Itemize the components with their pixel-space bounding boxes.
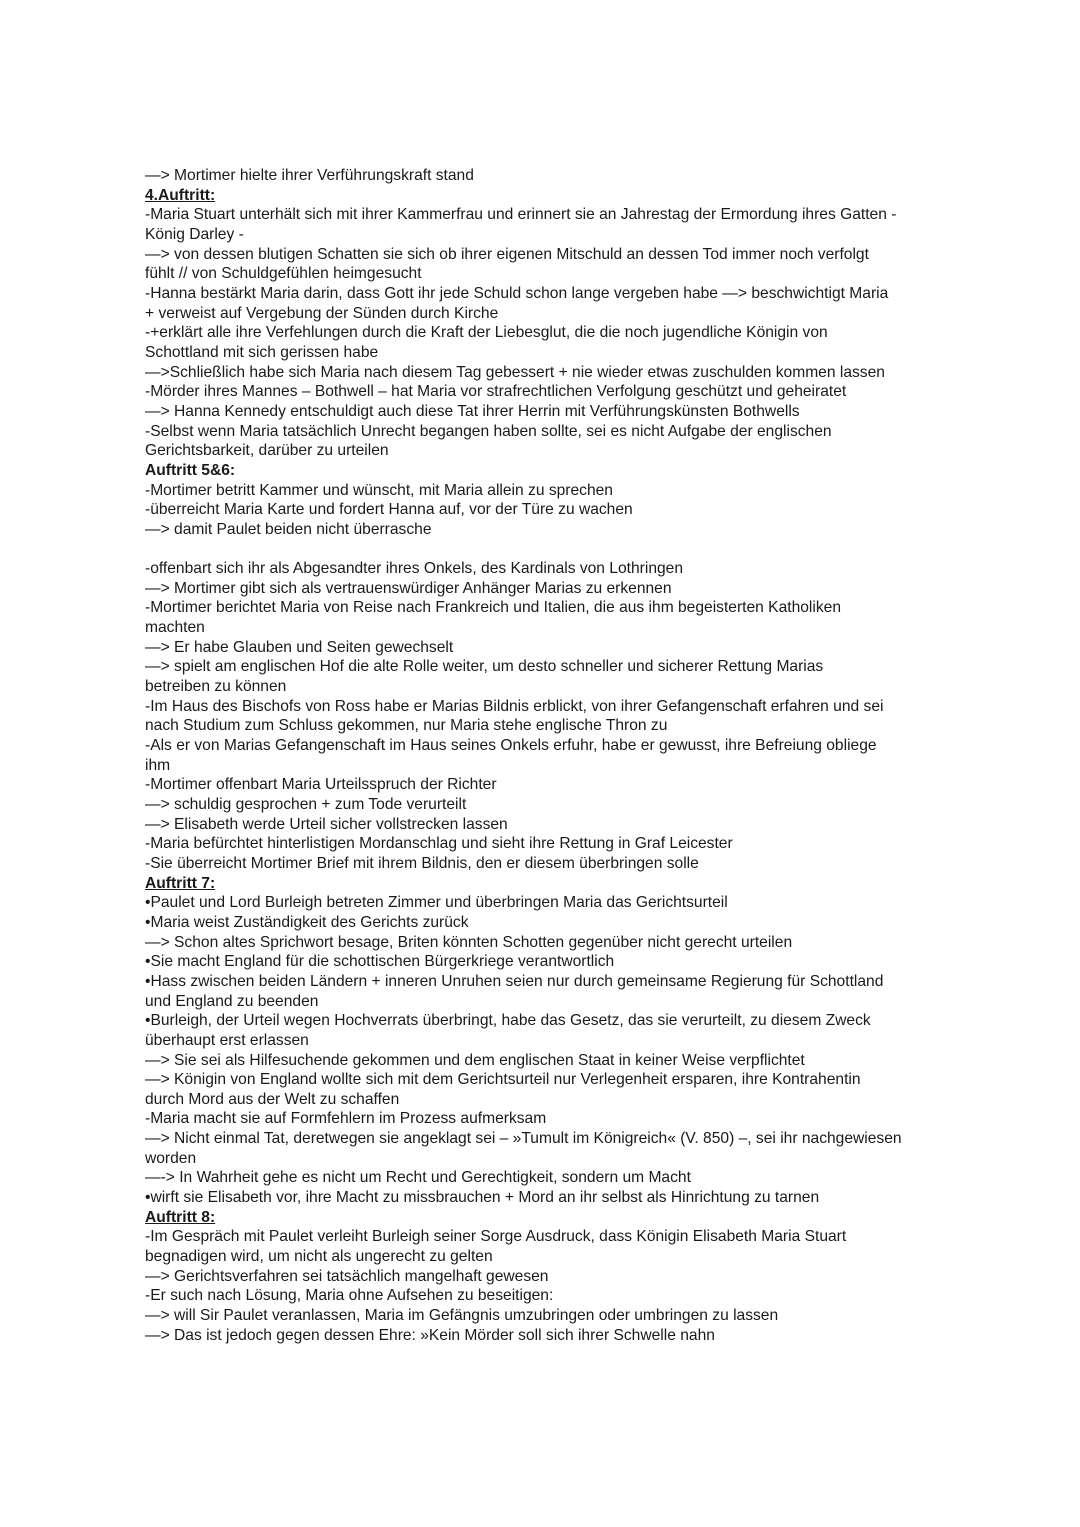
text-line: •wirft sie Elisabeth vor, ihre Macht zu missbrauchen + Mord an ihr selbst als Hinrichtung zu tarnen: [145, 1189, 820, 1207]
text-line: —> Das ist jedoch gegen dessen Ehre: »Kein Mörder soll sich ihrer Schwelle nahn: [145, 1326, 715, 1344]
text-line: Schottland mit sich gerissen habe: [145, 343, 379, 361]
text-line: —>Schließlich habe sich Maria nach diesem Tag gebessert + nie wieder etwas zuschulden kommen lassen: [145, 363, 885, 381]
text-line: -Im Gespräch mit Paulet verleiht Burleigh seiner Sorge Ausdruck, dass Königin Elisabeth Maria Stuart: [145, 1228, 847, 1246]
text-line: und England zu beenden: [145, 992, 319, 1010]
section-heading: Auftritt 5&6:: [145, 461, 236, 479]
text-line: König Darley -: [145, 225, 244, 243]
text-line: -+erklärt alle ihre Verfehlungen durch die Kraft der Liebesglut, die die noch jugendliche Königin von: [145, 324, 828, 342]
text-line: -Im Haus des Bischofs von Ross habe er Marias Bildnis erblickt, von ihrer Gefangenschaft erfahren und sei: [145, 697, 884, 715]
text-line: •Burleigh, der Urteil wegen Hochverrats überbringt, habe das Gesetz, das sie verurteilt, zu diesem Zweck: [145, 1012, 871, 1030]
text-line: —> Elisabeth werde Urteil sicher vollstrecken lassen: [145, 815, 508, 833]
text-line: -Selbst wenn Maria tatsächlich Unrecht begangen haben sollte, sei es nicht Aufgabe der englischen: [145, 422, 832, 440]
text-line: -Maria Stuart unterhält sich mit ihrer Kammerfrau und erinnert sie an Jahrestag der Ermordung ihres Gatten -: [145, 206, 897, 224]
text-line: —> Er habe Glauben und Seiten gewechselt: [145, 638, 454, 656]
text-line: fühlt // von Schuldgefühlen heimgesucht: [145, 265, 422, 283]
text-line: —> von dessen blutigen Schatten sie sich ob ihrer eigenen Mitschuld an dessen Tod immer noch verfolgt: [145, 245, 869, 263]
text-line: betreiben zu können: [145, 678, 287, 696]
text-line: •Hass zwischen beiden Ländern + inneren Unruhen seien nur durch gemeinsame Regierung für Schottland: [145, 972, 884, 990]
text-line: -Hanna bestärkt Maria darin, dass Gott ihr jede Schuld schon lange vergeben habe —> beschwichtigt Maria: [145, 284, 889, 302]
text-line: -Sie überreicht Mortimer Brief mit ihrem Bildnis, den er diesem überbringen solle: [145, 854, 699, 872]
text-line: —> Sie sei als Hilfesuchende gekommen und dem englischen Staat in keiner Weise verpflichtet: [145, 1051, 805, 1069]
text-line: -offenbart sich ihr als Abgesandter ihres Onkels, des Kardinals von Lothringen: [145, 560, 684, 578]
text-line: -Als er von Marias Gefangenschaft im Haus seines Onkels erfuhr, habe er gewusst, ihre Befreiung obliege: [145, 737, 877, 755]
section-heading: Auftritt 7:: [145, 874, 216, 892]
text-line: -Mörder ihres Mannes – Bothwell – hat Maria vor strafrechtlichen Verfolgung geschützt und geheiratet: [145, 383, 847, 401]
text-line: worden: [145, 1149, 197, 1167]
section-heading: Auftritt 8:: [145, 1208, 216, 1226]
document-page: [145, 166, 945, 1345]
text-line: -Mortimer offenbart Maria Urteilsspruch der Richter: [145, 776, 497, 794]
text-line: —> Mortimer hielte ihrer Verführungskraft stand: [145, 167, 474, 184]
text-line: —> Gerichtsverfahren sei tatsächlich mangelhaft gewesen: [145, 1267, 549, 1285]
text-line: + verweist auf Vergebung der Sünden durch Kirche: [145, 304, 499, 322]
text-line: —> Schon altes Sprichwort besage, Briten könnten Schotten gegenüber nicht gerecht urteilen: [145, 933, 793, 951]
text-line: —> Königin von England wollte sich mit dem Gerichtsurteil nur Verlegenheit ersparen, ihre Kontrahentin: [145, 1071, 861, 1089]
text-line: —> will Sir Paulet veranlassen, Maria im Gefängnis umzubringen oder umbringen zu lassen: [145, 1307, 779, 1325]
section-heading: 4.Auftritt:: [145, 186, 216, 204]
text-line: —> spielt am englischen Hof die alte Rolle weiter, um desto schneller und sicherer Rettung Marias: [145, 658, 824, 676]
text-line: -Mortimer betritt Kammer und wünscht, mit Maria allein zu sprechen: [145, 481, 613, 499]
text-line: —> Nicht einmal Tat, deretwegen sie angeklagt sei – »Tumult im Königreich« (V. 850) –, sei ihr nachgewiesen: [145, 1130, 902, 1148]
text-line: —> schuldig gesprochen + zum Tode verurteilt: [145, 795, 467, 813]
text-line: durch Mord aus der Welt zu schaffen: [145, 1090, 400, 1108]
text-line: •Paulet und Lord Burleigh betreten Zimmer und überbringen Maria das Gerichtsurteil: [145, 894, 728, 912]
text-line: -Maria macht sie auf Formfehlern im Prozess aufmerksam: [145, 1110, 547, 1128]
text-line: —> damit Paulet beiden nicht überrasche: [145, 520, 432, 538]
text-line: —-> In Wahrheit gehe es nicht um Recht und Gerechtigkeit, sondern um Macht: [145, 1169, 691, 1187]
text-line: überhaupt erst erlassen: [145, 1031, 309, 1049]
text-line: begnadigen wird, um nicht als ungerecht zu gelten: [145, 1248, 493, 1266]
text-line: •Sie macht England für die schottischen Bürgerkriege verantwortlich: [145, 953, 615, 971]
text-line: •Maria weist Zuständigkeit des Gerichts zurück: [145, 913, 469, 931]
blank-line: [145, 539, 945, 559]
text-line: -Er such nach Lösung, Maria ohne Aufsehen zu beseitigen:: [145, 1287, 554, 1305]
text-line: ihm: [145, 756, 171, 774]
text-line: Gerichtsbarkeit, darüber zu urteilen: [145, 442, 389, 460]
text-line: —> Mortimer gibt sich als vertrauenswürdiger Anhänger Marias zu erkennen: [145, 579, 672, 597]
text-line: —> Hanna Kennedy entschuldigt auch diese Tat ihrer Herrin mit Verführungskünsten Bothwells: [145, 402, 800, 420]
text-line: nach Studium zum Schluss gekommen, nur Maria stehe englische Thron zu: [145, 717, 668, 735]
text-line: -Mortimer berichtet Maria von Reise nach Frankreich und Italien, die aus ihm begeisterten Katholiken: [145, 599, 841, 617]
text-line: -überreicht Maria Karte und fordert Hanna auf, vor der Türe zu wachen: [145, 501, 633, 519]
text-line: machten: [145, 619, 205, 637]
text-line: -Maria befürchtet hinterlistigen Mordanschlag und sieht ihre Rettung in Graf Leicester: [145, 835, 733, 853]
